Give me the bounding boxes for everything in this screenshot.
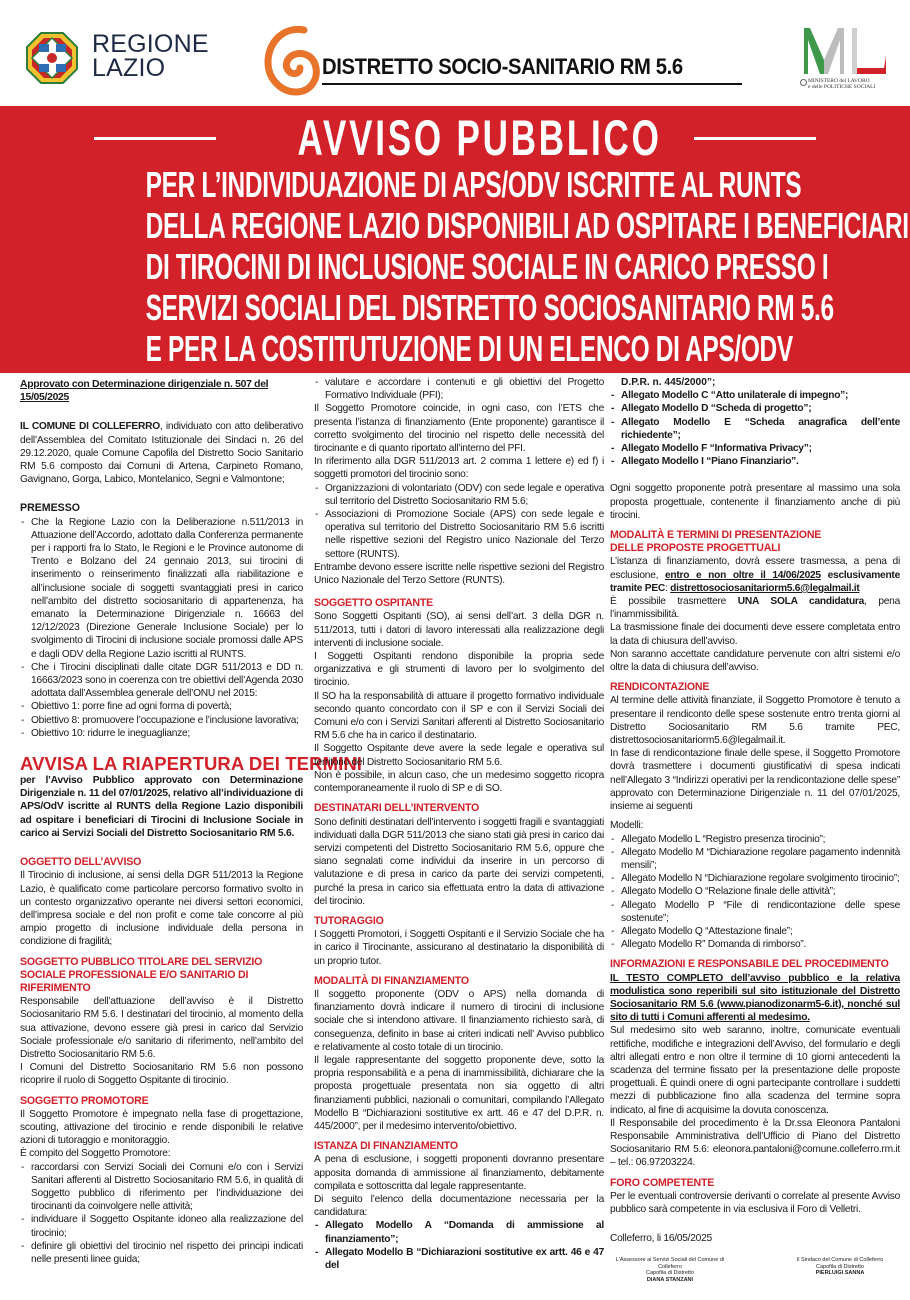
finanziamento-heading: MODALITÀ DI FINANZIAMENTO [314, 974, 469, 987]
titolare-text: I Comuni del Distretto Sociosanitario RM 5.6 non possono ricoprire il ruolo di Soggetto Ospitante di tirocinio. [20, 1062, 303, 1087]
foro-text: Per le eventuali controversie derivanti o correlate al presente Avviso pubblico sarà competente in via esclusiva il Foro di Velletri. [610, 1190, 900, 1215]
list-item: - Obiettivo 1: porre fine ad ogni forma di povertà; [20, 700, 303, 713]
banner-subtitle-line: E PER LA COSTITUTUZIONE DI UN ELENCO DI APS/ODV [145, 328, 793, 369]
list-item: - Allegato Modello E “Scheda anagrafica dell’ente richiedente”; [610, 416, 900, 442]
regione-lazio-crest-icon [26, 32, 78, 84]
column-left [20, 376, 363, 1266]
info-full-text-link[interactable]: IL TESTO COMPLETO dell’avviso pubblico e la relativa modulistica sono reperibili sul sito istituzionale del Distretto Sociosanitario RM 5.6 (www.pianodizonarm5-6.it), nonché sul sito di tutti i Comuni afferenti al medesimo. [610, 972, 900, 1024]
signatory-name: PIERLUIGI SANNA [815, 1270, 865, 1277]
premesso-heading: PREMESSO [20, 502, 81, 515]
promotore-tasks-list-cont [314, 376, 604, 402]
istanza-documents-list-cont [610, 389, 900, 468]
una-proposta-text: Ogni soggetto proponente potrà presentare al massimo una sola proposta progettuale, contenente il finanziamento anche di più tirocini. [610, 483, 900, 521]
list-item: - Obiettivo 8: promuovere l’occupazione e l’inclusione lavorativa; [20, 714, 303, 727]
info-text: Sul medesimo sito web saranno, inoltre, comunicate eventuali rettifiche, modifiche e integrazioni dell’Avviso, del formulario e degli altri allegati entro e non oltre il termine di 10 giorni antecedenti la scadenza del termine fissato per la presentazione delle proposte progettuali. È quindi onere di ogni partecipante controllare i suddetti mezzi di pubblicazione fino alla scadenza del termine sopra indicato, al fine di acquisime la dovuta conoscenza. [610, 1025, 900, 1116]
place-date: Colleferro, li 16/05/2025 [610, 1233, 712, 1245]
header [0, 0, 910, 106]
list-item: - Che la Regione Lazio con la Deliberazione n.511/2013 in Attuazione dell’Accordo, adottato dalla Conferenza permanente per i rapporti fra lo Stato, le Regioni e le Province autonome di Trento e Bolzano del 24 gennaio 2013, sui tirocini di inserimento o reinserimento finalizzati alla riabilitazione e all’inclusione sociale di soggetti svantaggiati presi in carico nell’ambito del distretto sociosanitario di appartenenza, ha emanato la Determinazione Dirigenziale n. 16663 del 12/12/2023 (Direzione Generale Inclusione Sociale) per lo svolgimento di Tirocini di inclusione sociale promossi dalle APS e dagli ODV della Regione Lazio iscritti al RUNTS. [20, 516, 303, 661]
istanza-document-cont: D.P.R. n. 445/2000”; [621, 377, 716, 388]
approval-reference: Approvato con Determinazione dirigenziale n. 507 del 15/05/2025 [20, 379, 269, 404]
promotore-types-list [314, 482, 604, 561]
finanziamento-text: Il soggetto proponente (ODV o APS) nella domanda di finanziamento dovrà indicare il numero di tirocini di inclusione sociale che si intendono attivare. Il finanziamento richiesto sarà, di conseguenza, definito in base ai criteri indicati nell’ Avviso pubblico e relativamente al costo totale di un tirocinio. [314, 988, 604, 1053]
istanza-text: A pena di esclusione, i soggetti proponenti dovranno presentare apposita domanda di ammissione al finanziamento, debitamente compilata e sottoscritta dal legale rappresentante. [314, 1154, 604, 1192]
rendicontazione-models-list [610, 833, 900, 952]
promotore-tasks-list [20, 1161, 303, 1267]
avvisa-heading: AVVISA LA RIAPERTURA DEI TERMINI [20, 753, 363, 775]
oggetto-text: Il Tirocinio di inclusione, ai sensi della DGR 511/2013 la Regione Lazio, è qualificato come particolare percorso formativo svolto in un contesto organizzativo operante nei diversi settori economici, dell’impresa sociale e del non profit e come tale concorre al più ampio progetto di inclusione individuale della persona in condizione di fragilità; [20, 870, 303, 948]
banner-title-row [0, 112, 910, 164]
modalita-text: L’istanza di finanziamento, dovrà essere trasmessa, a pena di esclusione, entro e non oltre il 14/06/2025 esclusivamente tramite PEC: distrettosociosanitariorm5.6@legalmail.it [610, 556, 900, 594]
list-item: - Allegato Modello I “Piano Finanziario”. [610, 455, 900, 468]
signatory-name: DIANA STANZANI [646, 1276, 694, 1283]
intro-paragraph: IL COMUNE DI COLLEFERRO, individuato con atto deliberativo dell’Assemblea del Comitato Istituzionale dei Sindaci n. 26 del 29.12.2020, quale Comune Capofila del Distretto Socio Sanitario RM 5.6 composto dai Comuni di Artena, Carpineto Romano, Gavignano, Gorga, Labico, Montelanico, Segni e Valmontone; [20, 421, 303, 486]
list-item: - definire gli obiettivi del tirocinio nel rispetto dei principi indicati nelle presenti linee guida; [20, 1240, 303, 1266]
modalita-text: Non saranno accettate candidature pervenute con altri sistemi e/o oltre la data di chiusura dell’avviso. [610, 648, 900, 674]
list-item: - Allegato Modello D “Scheda di progetto”; [610, 402, 900, 415]
istanza-documents-list [314, 1219, 604, 1272]
promotore-text: Entrambe devono essere iscritte nelle rispettive sezioni del Registro Unico Nazionale del Terzo Settore (RUNTS). [314, 561, 604, 587]
titolare-heading: SOGGETTO PUBBLICO TITOLARE DEL SERVIZIO SOCIALE PROFESSIONALE E/O SANITARIO DI RIFERIMENTO [20, 955, 263, 994]
list-item: - Allegato Modello C “Atto unilaterale di impegno”; [610, 389, 900, 402]
list-item: - Allegato Modello R” Domanda di rimborso”. [610, 938, 900, 951]
promotore-heading: SOGGETTO PROMOTORE [20, 1094, 149, 1107]
banner-title: AVVISO PUBBLICO [297, 110, 662, 166]
rendicontazione-text: In fase di rendicontazione finale delle spese, il Soggetto Promotore dovrà trasmettere i documenti giustificativi di spesa indicati nell’Allegato 3 “Indirizzi operativi per la rendicontazione delle spese” approvato con Determinazione Dirigenziale n. 11 del 07/01/2025, insieme ai seguenti [610, 748, 900, 813]
banner-subtitle-line: PER L’INDIVIDUAZIONE DI APS/ODV ISCRITTE AL RUNTS [145, 164, 802, 205]
list-item: - Obiettivo 10: ridurre le ineguaglianze; [20, 727, 303, 740]
signature-left: L’Assessore ai Servizi Sociali del Comune di Colleferro Capofila di Distretto DIANA STANZANI [610, 1257, 730, 1283]
promotore-text: Il Soggetto Promotore coincide, in ogni caso, con l’ETS che presenta l’istanza di finanziamento (Ente proponente) garantisce il corretto svolgimento del tirocinio nel rispetto delle necessità del tirocinante e di quanto riportato all’interno del PFI. [314, 403, 604, 455]
rendicontazione-heading: RENDICONTAZIONE [610, 681, 710, 694]
destinatari-heading: DESTINATARI DELL’INTERVENTO [314, 802, 480, 815]
tutoraggio-heading: TUTORAGGIO [314, 914, 384, 927]
ospitante-heading: SOGGETTO OSPITANTE [314, 597, 434, 610]
title-banner [0, 106, 910, 373]
foro-heading: FORO COMPETENTE [610, 1176, 715, 1189]
deadline: entro e non oltre il 14/06/2025 [664, 569, 821, 581]
column-middle [314, 376, 604, 1272]
district-title: DISTRETTO SOCIO-SANITARIO RM 5.6 [322, 54, 683, 79]
list-item: - Organizzazioni di volontariato (ODV) con sede legale e operativa sul territorio del Distretto Sociosanitario RM 5.6; [314, 482, 604, 508]
banner-subtitle [0, 164, 910, 369]
premesso-list [20, 516, 303, 740]
list-item: - Allegato Modello B “Dichiarazioni sostitutive ex artt. 46 e 47 del [314, 1246, 604, 1272]
list-item: - valutare e accordare i contenuti e gli obiettivi del Progetto Formativo Individuale (PFI); [314, 376, 604, 402]
promotore-text: In riferimento alla DGR 511/2013 art. 2 comma 1 lettere e) ed f) i soggetti promotori del tirocinio sono: [314, 456, 604, 481]
modalita-heading: MODALITÀ E TERMINI DI PRESENTAZIONE DELLE PROPOSTE PROGETTUALI [610, 529, 822, 555]
intro-municipality: IL COMUNE DI COLLEFERRO [20, 421, 160, 433]
list-item: - individuare il Soggetto Ospitante idoneo alla realizzazione del tirocinio; [20, 1213, 303, 1239]
promotore-text: È compito del Soggetto Promotore: [20, 1148, 171, 1160]
istanza-text: Di seguito l’elenco della documentazione necessaria per la candidatura: [314, 1193, 604, 1219]
list-item: - Allegato Modello N “Dichiarazione regolare svolgimento tirocinio”; [610, 872, 900, 885]
district-title-underline [322, 83, 742, 85]
italian-republic-emblem-icon [800, 79, 807, 86]
banner-subtitle-line: DI TIROCINI DI INCLUSIONE SOCIALE IN CARICO PRESSO I [145, 246, 829, 287]
list-item: - Associazioni di Promozione Sociale (APS) con sede legale e operativa sul territorio del Distretto Sociosanitario RM 5.6 iscritti nelle rispettive sezioni del Registro unico Nazionale del Terzo settore (RUNTS). [314, 508, 604, 561]
destinatari-text: Sono definiti destinatari dell’intervento i soggetti fragili e svantaggiati individuati dalla DGR 511/2013 che siano stati già presi in carico dai servizi competenti del Distretto Sociosanitario RM 5.6, oppure che siano segnalati come individui da inserire in un percorso di valutazione e di presa in carico da parte dei servizi competenti, purché la presa in carico sia effettuata entro la data di attivazione del tirocinio. [314, 816, 604, 907]
modalita-text: La trasmissione finale dei documenti deve essere completata entro la data di chiusura dell’avviso. [610, 622, 900, 647]
regione-lazio-wordmark: REGIONE LAZIO [92, 30, 209, 82]
list-item: - Allegato Modello M “Dichiarazione regolare pagamento indennità mensili”; [610, 846, 900, 872]
column-right [610, 376, 900, 1283]
signature-right: Il Sindaco del Comune di Colleferro Capofila di Distretto PIERLUIGI SANNA [780, 1257, 900, 1283]
ospitante-text: Il SO ha la responsabilità di attuare il progetto formativo individuale secondo quanto concordato con il SP e con il Servizi Sociali dei Comuni e/o con i Servizi Sanitari afferenti al Distretto Sociosanitario RM 5.6 che ha in carico il destinatario. [314, 690, 604, 742]
list-item: - Allegato Modello A “Domanda di ammissione al finanziamento”; [314, 1219, 604, 1245]
info-heading: INFORMAZIONI E RESPONSABILE DEL PROCEDIMENTO [610, 958, 889, 971]
istanza-heading: ISTANZA DI FINANZIAMENTO [314, 1140, 458, 1153]
pec-address-link[interactable]: distrettosociosanitariorm5.6@legalmail.it [670, 582, 860, 594]
list-item: - Allegato Modello F “Informativa Privacy”; [610, 442, 900, 455]
list-item: - Che i Tirocini disciplinati dalle citate DGR 511/2013 e DD n. 16663/2023 sono in coerenza con tre obiettivi dell’Agenda 2030 adottata dall’Assemblea generale dell’ONU nel 2015: [20, 661, 303, 701]
ospitante-text: Sono Soggetti Ospitanti (SO), ai sensi dell’art. 3 della DGR n. 511/2013, tutti i datori di lavoro interessati alla realizzazione degli interventi di inclusione sociale. [314, 611, 604, 649]
rendicontazione-text: Al termine delle attività finanziate, il Soggetto Promotore è tenuto a presentare il rendiconto delle spese sostenute entro trenta giorni al Distretto Sociosanitario RM 5.6 tramite PEC, distrettosociosanitariorm5.6@legalmail.it. [610, 695, 900, 747]
list-item: - Allegato Modello P “File di rendicontazione delle spese sostenute”; [610, 899, 900, 925]
titolare-text: Responsabile dell’attuazione dell’avviso è il Distretto Sociosanitario RM 5.6. I destinatari del tirocinio, al momento della sua attivazione, devono essere già presi in carico dal Servizio Sociale professionale e/o sanitario di riferimento, nell’ambito del Distretto Sociosanitario RM 5.6. [20, 996, 303, 1060]
oggetto-heading: OGGETTO DELL’AVVISO [20, 856, 142, 869]
avvisa-text: per l’Avviso Pubblico approvato con Determinazione Dirigenziale n. 11 del 07/01/2025, relativo all’individuazione di APS/OdV iscritte al RUNTS della Regione Lazio disponibili ad ospitare i beneficiari di Tirocini di Inclusione Sociale in carico ai Servizi Sociali del Distretto Sociosanitario RM 5.6. [20, 775, 303, 839]
ospitante-text: Non è possibile, in alcun caso, che un medesimo soggetto ricopra contemporaneamente il ruolo di SP e di SO. [314, 769, 604, 795]
rendicontazione-text: Modelli: [610, 820, 644, 832]
banner-subtitle-line: DELLA REGIONE LAZIO DISPONIBILI AD OSPITARE I BENEFICIARI [145, 205, 909, 246]
banner-rule-right [694, 137, 816, 140]
district-spiral-logo-icon [264, 24, 320, 96]
modalita-text: È possibile trasmettere UNA SOLA candidatura, pena l’inammissibilità. [610, 596, 900, 621]
ospitante-text: I Soggetti Ospitanti rendono disponibile la propria sede organizzativa e gli strumenti di lavoro per lo svolgimento del tirocinio. [314, 651, 604, 689]
finanziamento-text: Il legale rappresentante del soggetto proponente deve, sotto la propria responsabilità e a pena di inammissibilità, dichiarare che la proposta progettuale presentata non sia oggetto di altri finanziamenti pubblici, nazionali o comunitari, compilando l’Allegato Modello B “Dichiarazioni sostitutive ex artt. 46 e 47 del D.P.R. n. 445/2000”, per il medesimo intervento/obiettivo. [314, 1054, 604, 1132]
signatures [610, 1257, 900, 1283]
ministero-lavoro-logo-icon [800, 26, 890, 76]
list-item: - Allegato Modello Q “Attestazione finale”; [610, 925, 900, 938]
ministry-name: MINISTERO del LAVORO e delle POLITICHE SOCIALI [808, 78, 876, 90]
ospitante-text: Il Soggetto Ospitante deve avere la sede legale e operativa sul territorio del Distretto Sociosanitario RM 5.6. [314, 743, 604, 768]
list-item: - Allegato Modello L “Registro presenza tirocinio”; [610, 833, 900, 846]
banner-subtitle-line: SERVIZI SOCIALI DEL DISTRETTO SOCIOSANITARIO RM 5.6 [145, 287, 834, 328]
list-item: - raccordarsi con Servizi Sociali dei Comuni e/o con i Servizi Sanitari afferenti al Distretto Sociosanitario RM 5.6, in qualità di Soggetto pubblico di riferimento per l’individuazione dei tirocinanti da coinvolgere nelle attività; [20, 1161, 303, 1214]
info-text: Il Responsabile del procedimento è la Dr.ssa Eleonora Pantaloni Responsabile Amministrativa dell’Ufficio di Piano del Distretto Sociosanitario RM 5.6: eleonora.pantaloni@comune.colleferro.rm.it – tel.: 06.97203224. [610, 1117, 900, 1169]
promotore-text: Il Soggetto Promotore è impegnato nella fase di progettazione, scouting, attivazione del tirocinio e rende disponibili le relative azioni di tutoraggio e monitoraggio. [20, 1108, 303, 1147]
tutoraggio-text: I Soggetti Promotori, i Soggetti Ospitanti e il Servizio Sociale che ha in carico il Tirocinante, assicurano al destinatario la disponibilità di un proprio tutor. [314, 929, 604, 967]
banner-rule-left [94, 137, 216, 140]
list-item: - Allegato Modello O “Relazione finale delle attività”; [610, 885, 900, 898]
